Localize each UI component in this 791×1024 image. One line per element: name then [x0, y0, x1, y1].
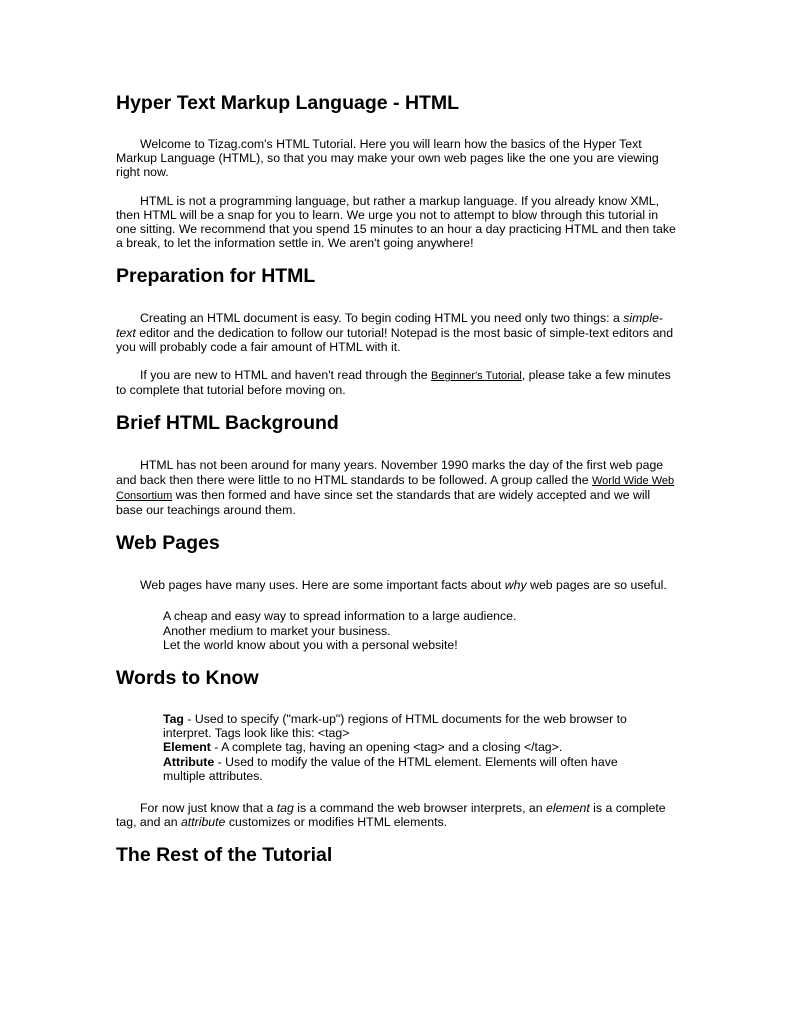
heading-preparation: Preparation for HTML: [116, 265, 316, 288]
webpages-paragraph-1: Web pages have many uses. Here are some important facts about why web pages are so useful.: [140, 578, 667, 593]
definitions-list: [163, 712, 653, 783]
definition-item: Attribute - Used to modify the value of the HTML element. Elements will often have multiple attributes.: [163, 754, 618, 783]
heading-intro: Hyper Text Markup Language - HTML: [116, 92, 460, 114]
document-page: [116, 90, 676, 868]
list-item: Let the world know about you with a personal website!: [163, 637, 458, 652]
intro-paragraph-1: Welcome to Tizag.com's HTML Tutorial. Here you will learn how the basics of the Hyper Text Markup Language (HTML), so that you may make your own web pages like the one you are viewing right now.: [116, 137, 659, 180]
heading-web-pages: Web Pages: [116, 532, 220, 555]
definition-item: Element - A complete tag, having an opening <tag> and a closing </tag>.: [163, 740, 563, 755]
preparation-paragraph-1: Creating an HTML document is easy. To begin coding HTML you need only two things: a simple-text editor and the dedication to follow our tutorial! Notepad is the most basic of simple-text editors and you will probably code a fair amount of HTML with it.: [116, 311, 674, 354]
web-pages-list: [163, 609, 676, 652]
background-paragraph-1: HTML has not been around for many years. November 1990 marks the day of the first web page and back then there were little to no HTML standards to be followed. A group called the World Wide Web Consortium was then formed and have since set the standards that are widely accepted and we will base our teachings around them.: [116, 458, 675, 518]
words-paragraph-1: For now just know that a tag is a command the web browser interprets, an element is a complete tag, and an attribute customizes or modifies HTML elements.: [116, 801, 666, 830]
heading-words-to-know: Words to Know: [116, 667, 259, 690]
list-item: A cheap and easy way to spread information to a large audience.: [163, 609, 517, 624]
preparation-paragraph-2: If you are new to HTML and haven't read through the Beginner's Tutorial, please take a few minutes to complete that tutorial before moving on.: [116, 368, 671, 398]
definition-item: Tag - Used to specify ("mark-up") regions of HTML documents for the web browser to interpret. Tags look like this: <tag>: [163, 712, 627, 741]
heading-background: Brief HTML Background: [116, 412, 339, 435]
intro-paragraph-2: HTML is not a programming language, but rather a markup language. If you already know XML, then HTML will be a snap for you to learn. We urge you not to attempt to blow through this tutorial in one sitting. We recommend that you spend 15 minutes to an hour a day practicing HTML and then take a break, to let the information settle in. We aren't going anywhere!: [116, 193, 676, 251]
list-item: Another medium to market your business.: [163, 623, 391, 638]
heading-rest-of-tutorial: The Rest of the Tutorial: [116, 844, 333, 867]
w3c-link[interactable]: World Wide Web Consortium: [116, 474, 675, 502]
beginners-tutorial-link[interactable]: Beginner's Tutorial: [431, 370, 522, 383]
